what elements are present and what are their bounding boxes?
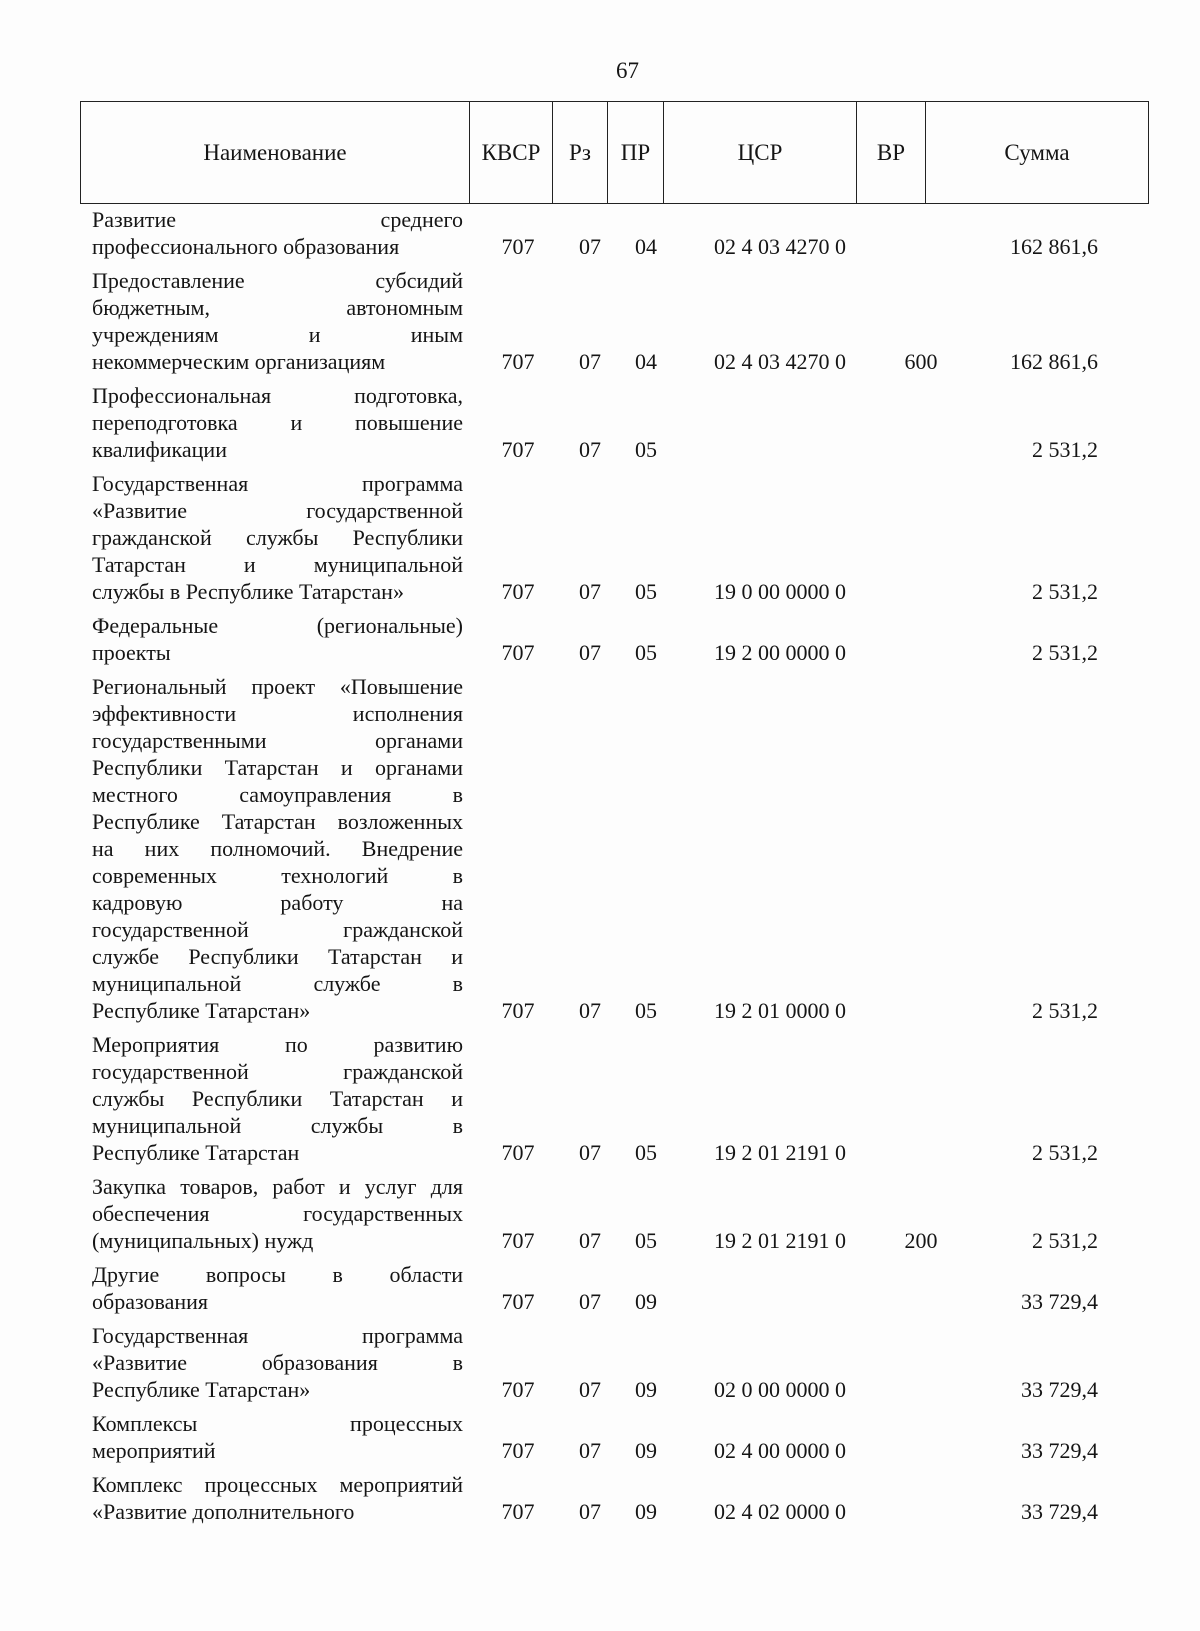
row-csr: 19 2 00 0000 0 (714, 640, 846, 665)
row-sum: 33 729,4 (1021, 1499, 1098, 1524)
row-sum: 162 861,6 (1010, 349, 1098, 374)
row-name (80, 1471, 463, 1525)
row-name-line: местного самоуправления в (92, 782, 463, 807)
row-name-line: службы Республики Татарстан и (92, 1086, 463, 1111)
row-name (80, 673, 463, 1024)
row-kvsr: 707 (501, 640, 535, 665)
row-pr: 09 (635, 1289, 657, 1314)
table-row (80, 1031, 1148, 1166)
row-csr: 19 0 00 0000 0 (714, 579, 846, 604)
row-name-line: Предоставление субсидий (92, 268, 463, 293)
row-name-line: государственной гражданской (92, 917, 463, 942)
row-name-line: Республике Татарстан возложенных (92, 809, 463, 834)
row-name-line: «Развитие дополнительного (92, 1499, 355, 1524)
table-row (80, 612, 1148, 666)
table-row (80, 470, 1148, 605)
row-name-line: Профессиональная подготовка, (92, 383, 463, 408)
row-rz: 07 (579, 1499, 601, 1524)
header-vr: ВР (857, 102, 926, 204)
row-rz: 07 (579, 998, 601, 1023)
row-rz: 07 (579, 1438, 601, 1463)
row-name-line: Комплексы процессных (92, 1411, 463, 1436)
table-row (80, 382, 1148, 463)
table-row (80, 206, 1148, 260)
row-name (80, 382, 463, 463)
row-rz: 07 (579, 579, 601, 604)
row-sum: 33 729,4 (1021, 1377, 1098, 1402)
row-name-line: Республики Татарстан и органами (92, 755, 463, 780)
row-name (80, 1322, 463, 1403)
row-sum: 162 861,6 (1010, 234, 1098, 259)
row-name-line: Татарстан и муниципальной (92, 552, 463, 577)
row-pr: 09 (635, 1499, 657, 1524)
row-name-line: государственной гражданской (92, 1059, 463, 1084)
row-name-line: современных технологий в (92, 863, 463, 888)
row-name-line: бюджетным, автономным (92, 295, 463, 320)
row-name-line: переподготовка и повышение (92, 410, 463, 435)
row-name-line: на них полномочий. Внедрение (92, 836, 463, 861)
row-name-line: Федеральные (региональные) (92, 613, 463, 638)
row-name-line: Республике Татарстан» (92, 998, 311, 1023)
row-pr: 09 (635, 1377, 657, 1402)
row-sum: 2 531,2 (1032, 579, 1098, 604)
table-body (80, 206, 1148, 1525)
row-rz: 07 (579, 1140, 601, 1165)
row-name-line: гражданской службы Республики (92, 525, 463, 550)
row-rz: 07 (579, 234, 601, 259)
row-name-line: Республике Татарстан (92, 1140, 300, 1165)
row-pr: 05 (635, 640, 657, 665)
table-row (80, 1471, 1148, 1525)
row-name-line: (муниципальных) нужд (92, 1228, 314, 1253)
row-sum: 2 531,2 (1032, 1140, 1098, 1165)
row-name-line: обеспечения государственных (92, 1201, 463, 1226)
table-row (80, 1322, 1148, 1403)
row-pr: 05 (635, 1140, 657, 1165)
row-rz: 07 (579, 349, 601, 374)
row-name-line: кадровую работу на (92, 890, 463, 915)
row-csr: 02 0 00 0000 0 (714, 1377, 846, 1402)
row-name (80, 612, 463, 666)
row-name (80, 1031, 463, 1166)
header-pr: ПР (608, 102, 664, 204)
row-name-line: службы в Республике Татарстан» (92, 579, 404, 604)
row-name-line: мероприятий (92, 1438, 216, 1463)
row-name-line: эффективности исполнения (92, 701, 463, 726)
row-kvsr: 707 (501, 1377, 535, 1402)
row-name (80, 1410, 463, 1464)
row-name-line: Государственная программа (92, 471, 463, 496)
row-name-line: образования (92, 1289, 209, 1314)
row-name (80, 267, 463, 375)
row-csr: 02 4 02 0000 0 (714, 1499, 846, 1524)
row-pr: 05 (635, 998, 657, 1023)
row-name-line: квалификации (92, 437, 227, 462)
table-row (80, 1410, 1148, 1464)
row-pr: 05 (635, 1228, 657, 1253)
row-pr: 05 (635, 437, 657, 462)
header-csr: ЦСР (664, 102, 857, 204)
row-name (80, 1261, 463, 1315)
row-rz: 07 (579, 1228, 601, 1253)
table-row (80, 673, 1148, 1024)
row-name-line: государственными органами (92, 728, 463, 753)
row-sum: 2 531,2 (1032, 640, 1098, 665)
table-header (80, 101, 1149, 204)
row-sum: 33 729,4 (1021, 1289, 1098, 1314)
row-name (80, 1173, 463, 1254)
table-row (80, 1261, 1148, 1315)
table-row (80, 267, 1148, 375)
row-vr: 600 (904, 349, 938, 374)
table-row (80, 1173, 1148, 1254)
row-name-line: Государственная программа (92, 1323, 463, 1348)
row-name-line: «Развитие государственной (92, 498, 463, 523)
row-csr: 02 4 03 4270 0 (714, 234, 846, 259)
row-rz: 07 (579, 640, 601, 665)
row-pr: 05 (635, 579, 657, 604)
header-kvsr: КВСР (470, 102, 553, 204)
header-rz: Рз (553, 102, 608, 204)
row-kvsr: 707 (501, 1438, 535, 1463)
row-rz: 07 (579, 1289, 601, 1314)
row-name-line: Закупка товаров, работ и услуг для (92, 1174, 463, 1199)
row-csr: 19 2 01 0000 0 (714, 998, 846, 1023)
header-sum: Сумма (926, 102, 1149, 204)
row-vr: 200 (904, 1228, 938, 1253)
row-name-line: Развитие среднего (92, 207, 463, 232)
row-name-line: «Развитие образования в (92, 1350, 463, 1375)
row-kvsr: 707 (501, 1140, 535, 1165)
row-kvsr: 707 (501, 437, 535, 462)
row-kvsr: 707 (501, 579, 535, 604)
row-name-line: некоммерческим организациям (92, 349, 386, 374)
row-name-line: Региональный проект «Повышение (92, 674, 463, 699)
row-name-line: муниципальной службы в (92, 1113, 463, 1138)
row-pr: 09 (635, 1438, 657, 1463)
row-kvsr: 707 (501, 1228, 535, 1253)
row-pr: 04 (635, 234, 657, 259)
row-name (80, 470, 463, 605)
row-name-line: учреждениям и иным (92, 322, 463, 347)
row-kvsr: 707 (501, 349, 535, 374)
row-kvsr: 707 (501, 1499, 535, 1524)
row-name (80, 206, 463, 260)
row-name-line: Комплекс процессных мероприятий (92, 1472, 463, 1497)
row-name-line: проекты (92, 640, 171, 665)
row-csr: 19 2 01 2191 0 (714, 1228, 846, 1253)
row-sum: 2 531,2 (1032, 1228, 1098, 1253)
row-csr: 02 4 00 0000 0 (714, 1438, 846, 1463)
row-name-line: Мероприятия по развитию (92, 1032, 463, 1057)
row-pr: 04 (635, 349, 657, 374)
row-name-line: муниципальной службе в (92, 971, 463, 996)
row-rz: 07 (579, 1377, 601, 1402)
row-name-line: службе Республики Татарстан и (92, 944, 463, 969)
header-name: Наименование (81, 102, 470, 204)
row-kvsr: 707 (501, 998, 535, 1023)
row-sum: 2 531,2 (1032, 998, 1098, 1023)
row-name-line: профессионального образования (92, 234, 400, 259)
row-csr: 19 2 01 2191 0 (714, 1140, 846, 1165)
row-sum: 33 729,4 (1021, 1438, 1098, 1463)
row-rz: 07 (579, 437, 601, 462)
row-kvsr: 707 (501, 1289, 535, 1314)
row-csr: 02 4 03 4270 0 (714, 349, 846, 374)
row-kvsr: 707 (501, 234, 535, 259)
row-name-line: Другие вопросы в области (92, 1262, 463, 1287)
row-sum: 2 531,2 (1032, 437, 1098, 462)
row-name-line: Республике Татарстан» (92, 1377, 311, 1402)
page-number: 67 (616, 58, 639, 83)
